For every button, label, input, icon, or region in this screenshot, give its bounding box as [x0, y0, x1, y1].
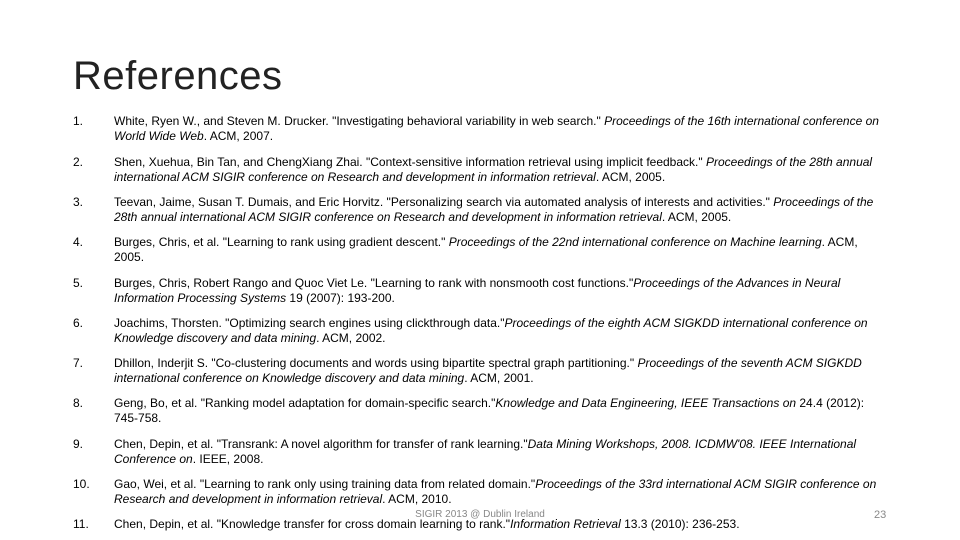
reference-tail: 24.4 (2012): 745-758. [114, 396, 865, 425]
reference-venue: Knowledge and Data Engineering, IEEE Transactions on [495, 396, 797, 410]
reference-main: Chen, Depin, et al. "Transrank: A novel algorithm for transfer of rank learning." [114, 437, 528, 451]
reference-number: 5. [73, 276, 84, 290]
slide-footer: SIGIR 2013 @ Dublin Ireland [415, 509, 545, 520]
reference-number: 7. [73, 356, 84, 370]
reference-venue: Proceedings of the seventh ACM SIGKDD international conference on Knowledge discovery and data mining [114, 356, 862, 385]
reference-tail: 13.3 (2010): 236-253. [620, 517, 740, 531]
reference-tail: . ACM, 2001. [464, 371, 534, 385]
reference-number: 10. [73, 477, 90, 491]
reference-text [114, 114, 889, 144]
reference-main: Gao, Wei, et al. "Learning to rank only using training data from related domain." [114, 477, 536, 491]
reference-venue: Proceedings of the 22nd international conference on Machine learning [448, 235, 822, 249]
reference-main: White, Ryen W., and Steven M. Drucker. "Investigating behavioral variability in web search." [114, 114, 605, 128]
reference-tail: . IEEE, 2008. [192, 452, 264, 466]
reference-tail: 19 (2007): 193-200. [286, 291, 395, 305]
reference-main: Joachims, Thorsten. "Optimizing search engines using clickthrough data." [114, 316, 505, 330]
reference-text [114, 235, 889, 265]
reference-venue: Proceedings of the 28th annual international ACM SIGIR conference on Research and development in information retrieval [114, 155, 873, 184]
reference-venue: Proceedings of the 33rd international ACM SIGIR conference on Research and development in information retrieval [114, 477, 877, 506]
reference-venue: Proceedings of the Advances in Neural Information Processing Systems [114, 276, 841, 305]
page-number: 23 [874, 509, 887, 521]
reference-tail: . ACM, 2005. [661, 210, 732, 224]
reference-text [114, 437, 889, 467]
reference-number: 9. [73, 437, 84, 451]
reference-number: 4. [73, 235, 84, 249]
reference-text [114, 356, 889, 386]
reference-main: Burges, Chris, et al. "Learning to rank using gradient descent." [114, 235, 449, 249]
reference-tail: . ACM, 2005. [595, 170, 666, 184]
reference-main: Chen, Depin, et al. "Knowledge transfer for cross domain learning to rank." [114, 517, 511, 531]
reference-number: 2. [73, 155, 84, 169]
reference-venue: Proceedings of the eighth ACM SIGKDD international conference on Knowledge discovery and data mining [114, 316, 868, 345]
reference-number: 3. [73, 195, 84, 209]
reference-main: Teevan, Jaime, Susan T. Dumais, and Eric Horvitz. "Personalizing search via automated analysis of interests and activities." [114, 195, 774, 209]
reference-number: 8. [73, 396, 84, 410]
reference-text [114, 155, 889, 185]
reference-text [114, 477, 889, 507]
reference-main: Burges, Chris, Robert Rango and Quoc Viet Le. "Learning to rank with nonsmooth cost functions." [114, 276, 634, 290]
reference-venue: Information Retrieval [510, 517, 621, 531]
reference-tail: . ACM, 2005. [114, 235, 858, 264]
reference-main: Shen, Xuehua, Bin Tan, and ChengXiang Zhai. "Context-sensitive information retrieval using implicit feedback." [114, 155, 706, 169]
reference-venue: Data Mining Workshops, 2008. ICDMW'08. IEEE International Conference on [114, 437, 857, 466]
reference-number: 6. [73, 316, 84, 330]
reference-tail: . ACM, 2002. [316, 331, 386, 345]
reference-venue: Proceedings of the 16th international conference on World Wide Web [114, 114, 879, 143]
reference-venue: Proceedings of the 28th annual international ACM SIGIR conference on Research and development in information retrieval [114, 195, 874, 224]
reference-text [114, 316, 889, 346]
reference-text [114, 195, 889, 225]
reference-tail: . ACM, 2007. [203, 129, 274, 143]
reference-text [114, 396, 889, 426]
reference-number: 11. [73, 517, 89, 531]
reference-tail: . ACM, 2010. [382, 492, 452, 506]
reference-main: Geng, Bo, et al. "Ranking model adaptation for domain-specific search." [114, 396, 496, 410]
page-title: References [73, 54, 283, 98]
reference-main: Dhillon, Inderjit S. "Co-clustering documents and words using bipartite spectral graph partitioning." [114, 356, 638, 370]
reference-number: 1. [73, 114, 84, 128]
reference-text [114, 276, 889, 306]
